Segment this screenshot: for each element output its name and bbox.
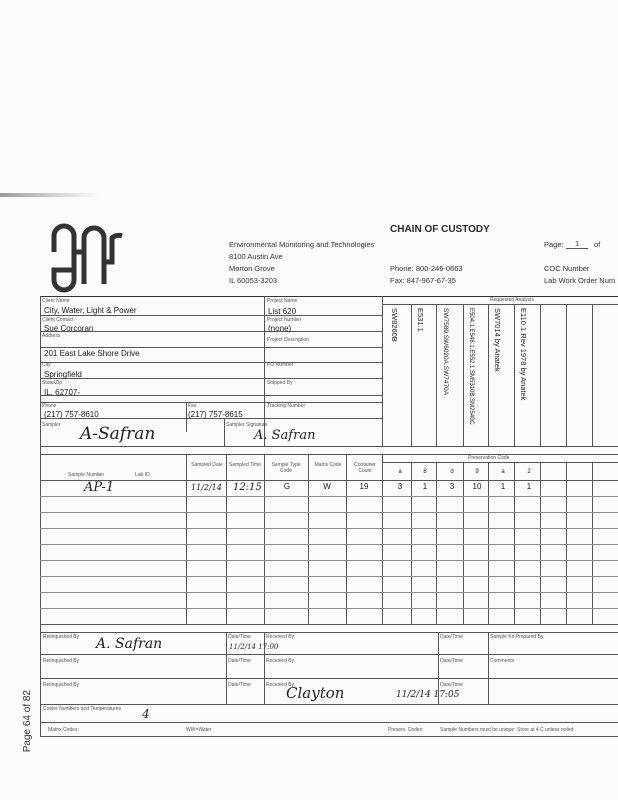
project-description-label: Project Description — [267, 337, 309, 343]
cooler-value: 4 — [142, 707, 150, 721]
analysis-method-5: SW7014 by Anatek — [493, 308, 502, 372]
table-row-type: G — [283, 482, 291, 491]
fax-label: Fax — [188, 403, 197, 409]
date-time-1-value: 11/2/14 17:00 — [229, 643, 279, 651]
rule — [40, 654, 618, 655]
row-line — [40, 528, 618, 529]
page-of: of — [594, 240, 601, 249]
pres-code: a — [501, 469, 505, 475]
rule — [382, 462, 618, 463]
table-row-cell: 1 — [422, 482, 428, 491]
company-logo — [40, 222, 130, 294]
client-fax: (217) 757-8615 — [188, 410, 243, 419]
analysis-method-4: E504.1.E548.1.E552.1.SM5310B.SM2540C — [468, 308, 474, 425]
client-phone: (217) 757-8610 — [44, 410, 99, 419]
project-name-label: Project Name — [267, 298, 298, 304]
analysis-col-divider — [463, 304, 464, 446]
page-label: Page: — [544, 240, 564, 249]
date-time-3b-label: Date/Time — [440, 682, 463, 688]
rule — [40, 704, 618, 705]
table-row-cell: 1 — [526, 482, 532, 491]
col-divider — [436, 462, 437, 624]
table-row-matrix: W — [323, 482, 331, 491]
table-row-count: 19 — [359, 482, 369, 491]
company-phone: Phone: 800-246-0663 — [390, 264, 463, 273]
relinquished-by-3-label: Relinquished By — [43, 682, 80, 688]
rule — [40, 402, 382, 403]
preservation-codes-label: Preserv. Codes: — [388, 727, 424, 733]
row-line — [40, 624, 618, 625]
received-by-3-signature: Clayton — [286, 684, 345, 702]
date-time-3b-value: 11/2/14 17:05 — [396, 690, 460, 700]
table-row-time: 12:15 — [233, 482, 262, 493]
analysis-col-divider — [592, 304, 593, 446]
client-state-zip: IL, 62707- — [44, 388, 81, 397]
rule — [40, 315, 382, 316]
address-label: Address — [42, 333, 61, 339]
rule — [40, 378, 382, 379]
col-divider — [566, 462, 567, 624]
preservation-codes-value: Sample Numbers must be unique; Store at 4 C unless noted — [440, 727, 574, 733]
state-zip-label: State/Zip — [42, 380, 63, 386]
col-lab-id: Lab ID — [135, 472, 150, 478]
row-line — [40, 592, 618, 593]
comments-label: Comments — [490, 658, 515, 664]
project-name: List 620 — [268, 307, 297, 316]
company-fax: Fax: 847-967-67-35 — [390, 276, 456, 285]
col-divider — [514, 462, 515, 624]
received-by-3-label: Received By — [266, 682, 295, 688]
row-line — [40, 496, 618, 497]
rule — [40, 446, 618, 447]
page-number-side: Page 64 of 82 — [22, 690, 33, 753]
rule — [40, 454, 618, 455]
sampler-label: Sampler — [42, 422, 61, 428]
date-time-2b-label: Date/Time — [440, 658, 463, 664]
col-divider — [488, 632, 489, 704]
pres-code: d — [450, 469, 454, 475]
col-sample-number: Sample Number — [68, 472, 105, 478]
analysis-col-divider — [411, 304, 412, 446]
date-time-1b-label: Date/Time — [440, 634, 463, 640]
received-by-1-label: Received By — [266, 634, 295, 640]
analysis-col-divider — [540, 304, 541, 446]
date-time-3-label: Date/Time — [228, 682, 251, 688]
col-divider — [592, 462, 593, 624]
po-number-label: PO Number — [267, 362, 294, 368]
city-label: City — [42, 362, 51, 368]
rule — [40, 395, 382, 396]
col-divider — [226, 632, 227, 704]
relinquished-by-1-label: Relinquished By — [43, 634, 80, 640]
page-value: 1 — [575, 239, 580, 248]
sampler-signature: A. Safran — [254, 428, 316, 443]
row-line — [40, 560, 618, 561]
pres-code: a — [398, 469, 402, 475]
col-matrix-code: Matrix Code — [314, 462, 342, 468]
matrix-codes-label: Matrix Codes: — [48, 727, 79, 733]
analysis-method-1: SW8260B — [390, 308, 399, 342]
rule — [40, 347, 382, 348]
client-name: City, Water, Light & Power — [44, 306, 137, 315]
coc-number-label: COC Number — [544, 264, 590, 273]
cooler-label: Cooler Numbers and Temperatures — [43, 706, 122, 712]
lab-work-order-label: Lab Work Order Num — [544, 276, 616, 285]
sampler-name: A-Safran — [80, 424, 156, 444]
client-address: 201 East Lake Shore Drive — [44, 349, 140, 358]
pres-code: 9 — [475, 469, 479, 475]
pres-code: 8 — [423, 469, 427, 475]
col-divider — [540, 462, 541, 624]
client-name-label: Client Name — [42, 298, 70, 304]
analysis-method-6: E110.1 Rev 1978 by Anatek — [519, 308, 528, 401]
relinquished-by-2-label: Relinquished By — [43, 658, 80, 664]
rule — [40, 736, 618, 737]
company-name: Environmental Monitoring and Technologies — [229, 240, 375, 249]
table-row-date: 11/2/14 — [191, 483, 222, 492]
project-analysis-divider — [382, 296, 383, 446]
company-address-3: IL 60053-3203 — [229, 276, 278, 285]
col-divider — [488, 462, 489, 624]
rule — [382, 304, 618, 305]
col-divider — [463, 462, 464, 624]
row-line — [40, 608, 618, 609]
client-contact-label: Client Contact — [42, 317, 74, 323]
table-row-cell: 10 — [472, 482, 482, 491]
phone-label: Phone — [42, 403, 57, 409]
sampler-divider — [224, 418, 225, 446]
row-line — [40, 480, 618, 481]
client-city: Springfield — [44, 370, 82, 379]
row-line — [40, 544, 618, 545]
scan-streak — [0, 193, 100, 197]
document-title: CHAIN OF CUSTODY — [390, 224, 490, 235]
received-by-2-label: Received By — [266, 658, 295, 664]
table-row-sample: AP-1 — [84, 480, 115, 495]
col-sampled-date: Sampled Date — [191, 462, 223, 468]
analysis-method-2: E531.1 — [416, 308, 425, 332]
rule — [40, 362, 382, 363]
requested-analysis-header: Requested Analysis — [490, 297, 534, 303]
sample-kit-prepared-label: Sample Kit Prepared By — [490, 634, 544, 640]
analysis-col-divider — [488, 304, 489, 446]
pres-code: 2 — [527, 469, 531, 475]
table-row-cell: 3 — [397, 482, 403, 491]
rule — [40, 632, 618, 633]
sampler-signature-label: Sampler Signature — [226, 422, 268, 428]
rule — [40, 678, 618, 679]
date-time-2-label: Date/Time — [228, 658, 251, 664]
project-number-label: Project Number — [267, 317, 302, 323]
project-number: (none) — [268, 324, 292, 333]
col-container-count: Container Count — [354, 462, 376, 474]
tracking-number-label: Tracking Number — [267, 403, 306, 409]
shipped-by-label: Shipped By — [267, 380, 293, 386]
col-sampled-time: Sampled Time — [229, 462, 261, 468]
analysis-col-divider — [566, 304, 567, 446]
page-value-underline — [566, 248, 588, 249]
date-time-1-label: Date/Time — [228, 634, 251, 640]
matrix-codes-value: WW=Water — [186, 727, 212, 733]
row-line — [40, 512, 618, 513]
table-row-cell: 1 — [500, 482, 506, 491]
analysis-col-divider — [514, 304, 515, 446]
phone-fax-divider — [186, 402, 187, 432]
company-address-1: 8100 Austin Ave — [229, 252, 283, 261]
rule — [40, 722, 618, 723]
relinquished-by-1-signature: A. Safran — [96, 636, 163, 652]
preservation-code-label: Preservation Code — [468, 455, 510, 461]
col-divider — [411, 462, 412, 624]
company-address-2: Morton Grove — [229, 264, 275, 273]
analysis-method-3: SW7580.SW6020A.SW7470A — [442, 308, 449, 396]
col-sample-type: Sample Type Code — [271, 462, 301, 474]
row-line — [40, 576, 618, 577]
client-contact: Sue Corcoran — [44, 324, 94, 333]
analysis-col-divider — [436, 304, 437, 446]
table-row-cell: 3 — [449, 482, 455, 491]
